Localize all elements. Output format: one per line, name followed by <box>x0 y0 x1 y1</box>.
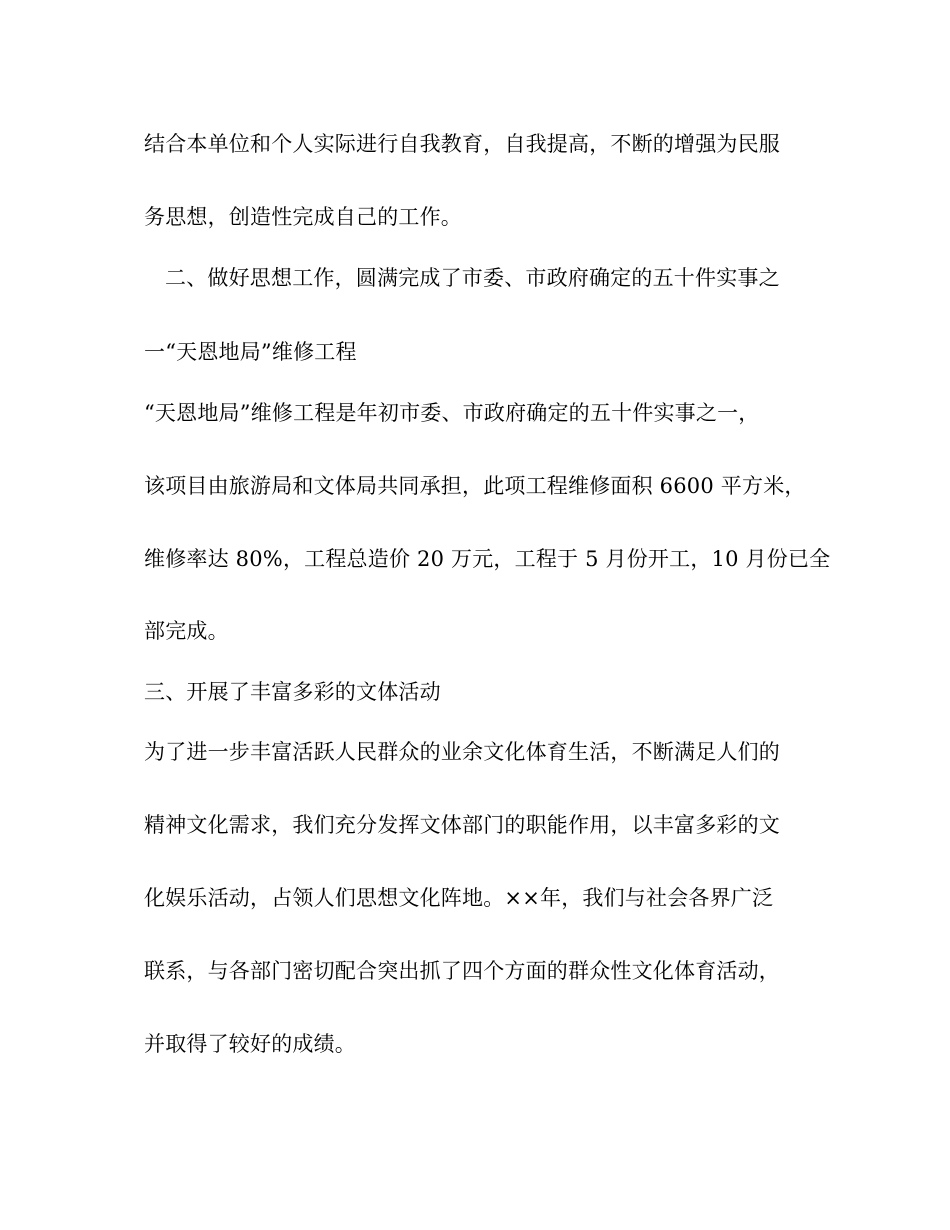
paragraph-line: 部完成。 <box>144 619 229 643</box>
paragraph-line: 该项目由旅游局和文体局共同承担，此项工程维修面积 6600 平方米， <box>144 474 806 498</box>
section-heading-3: 三、开展了丰富多彩的文体活动 <box>144 680 441 704</box>
section-heading-2: 二、做好思想工作，圆满完成了市委、市政府确定的五十件实事之 <box>165 266 780 290</box>
paragraph-line: 务思想，创造性完成自己的工作。 <box>144 205 462 229</box>
paragraph-line: 并取得了较好的成绩。 <box>144 1032 356 1056</box>
paragraph-line: 结合本单位和个人实际进行自我教育，自我提高，不断的增强为民服 <box>144 132 780 156</box>
section-heading-2-continued: 一“天恩地局”维修工程 <box>144 340 357 364</box>
paragraph-line: “天恩地局”维修工程是年初市委、市政府确定的五十件实事之一， <box>144 401 760 425</box>
paragraph-line: 精神文化需求，我们充分发挥文体部门的职能作用，以丰富多彩的文 <box>144 813 780 837</box>
paragraph-line: 为了进一步丰富活跃人民群众的业余文化体育生活，不断满足人们的 <box>144 740 780 764</box>
paragraph-line: 化娱乐活动，占领人们思想文化阵地。××年，我们与社会各界广泛 <box>144 886 774 910</box>
paragraph-line: 维修率达 80%，工程总造价 20 万元，工程于 5 月份开工，10 月份已全 <box>144 547 831 571</box>
paragraph-line: 联系，与各部门密切配合突出抓了四个方面的群众性文化体育活动， <box>144 959 780 983</box>
